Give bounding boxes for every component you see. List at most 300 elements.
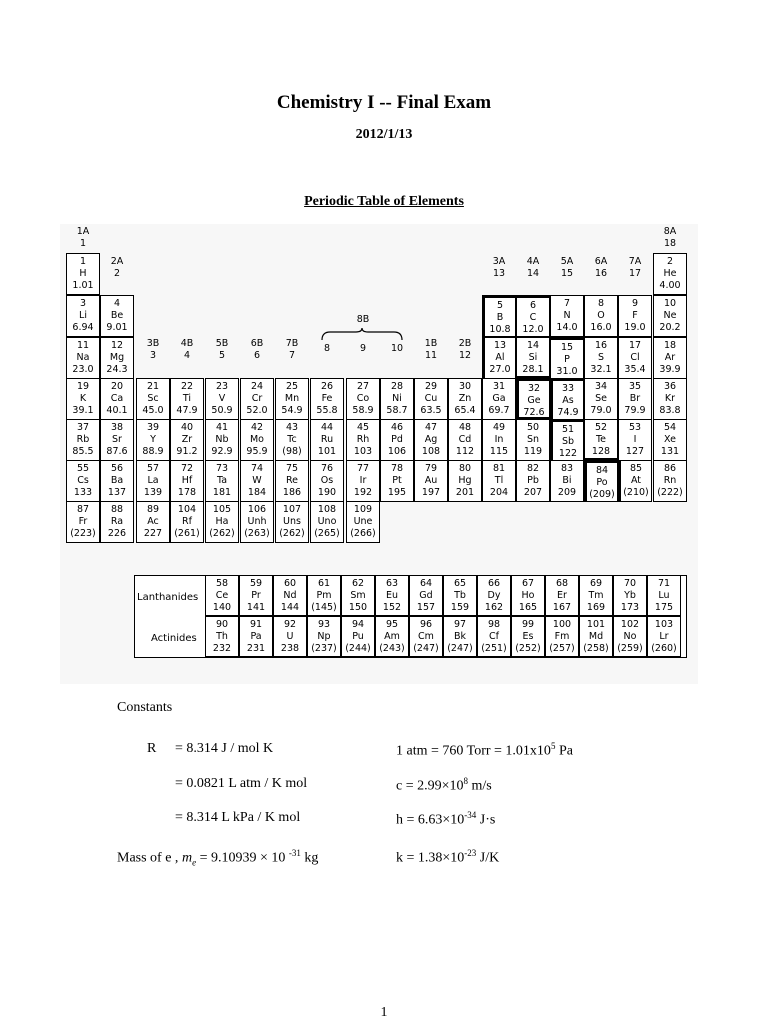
atomic-mass: 190: [317, 487, 337, 498]
atomic-number: 72: [180, 463, 194, 474]
atomic-number: 96: [419, 619, 433, 630]
group-label-number: 17: [628, 268, 642, 279]
element-symbol: Cs: [77, 475, 89, 486]
group-label-g9: [346, 343, 380, 355]
atomic-number: 59: [249, 578, 263, 589]
atomic-mass: (98): [282, 446, 302, 457]
atomic-mass: 169: [586, 602, 606, 613]
lanthanide-yb: [613, 575, 647, 616]
atomic-number: 22: [180, 381, 194, 392]
element-tl: [482, 460, 516, 502]
lanthanide-tb: [443, 575, 477, 616]
element-tc: [275, 419, 309, 461]
atomic-mass: 204: [489, 487, 509, 498]
element-symbol: O: [597, 310, 605, 321]
group-label-number: 14: [526, 268, 540, 279]
atomic-number: 101: [586, 619, 606, 630]
actinide-np: [307, 616, 341, 657]
element-symbol: Th: [216, 631, 228, 642]
element-ni: [380, 378, 414, 420]
atomic-number: 87: [76, 504, 90, 515]
element-symbol: As: [562, 395, 574, 406]
element-symbol: Ta: [216, 475, 228, 486]
atomic-mass: (210): [623, 487, 649, 498]
group-label-number: 2: [113, 268, 121, 279]
atomic-mass: 74.9: [557, 407, 579, 418]
element-symbol: Bi: [562, 475, 572, 486]
group-label-letter: 8A: [663, 226, 677, 237]
atomic-number: 23: [215, 381, 229, 392]
atomic-number: 32: [527, 383, 541, 394]
element-symbol: Na: [76, 352, 90, 363]
element-he: [653, 253, 687, 295]
element-symbol: Ne: [663, 310, 677, 321]
atomic-mass: 32.1: [590, 364, 612, 375]
atomic-number: 25: [285, 381, 299, 392]
group-label-letter: 3B: [146, 338, 160, 349]
element-ru: [310, 419, 344, 461]
actinide-pa: [239, 616, 273, 657]
group-label-number: 9: [359, 343, 367, 354]
element-symbol: W: [252, 475, 262, 486]
group-label-letter: 2B: [458, 338, 472, 349]
atomic-mass: 79.9: [624, 405, 646, 416]
lanthanide-eu: [375, 575, 409, 616]
element-symbol: Kr: [664, 393, 676, 404]
atomic-mass: 4.00: [659, 280, 681, 291]
atomic-number: 82: [526, 463, 540, 474]
atomic-number: 92: [283, 619, 297, 630]
atomic-mass: 178: [177, 487, 197, 498]
atomic-mass: 167: [552, 602, 572, 613]
atomic-mass: 58.9: [352, 405, 374, 416]
atomic-mass: (209): [589, 489, 615, 500]
element-in: [482, 419, 516, 461]
element-al: [482, 337, 516, 379]
atomic-number: 68: [555, 578, 569, 589]
group-label-letter: 7A: [628, 256, 642, 267]
atomic-mass: 133: [73, 487, 93, 498]
element-zn: [448, 378, 482, 420]
element-symbol: Cf: [489, 631, 499, 642]
atomic-number: 109: [353, 504, 373, 515]
atomic-number: 106: [247, 504, 267, 515]
atomic-number: 18: [663, 340, 677, 351]
element-symbol: C: [529, 312, 537, 323]
element-kr: [653, 378, 687, 420]
boltzmann-constant: $k = 1.38\times 10^{-23}$ J/K: [396, 848, 500, 866]
group-label-g1: [66, 226, 100, 250]
element-fr: [66, 501, 100, 543]
atomic-number: 86: [663, 463, 677, 474]
element-symbol: Ho: [521, 590, 535, 601]
lanthanide-pr: [239, 575, 273, 616]
element-symbol: V: [218, 393, 226, 404]
gas-constant-symbol: R: [147, 741, 157, 756]
element-symbol: Yb: [624, 590, 636, 601]
element-symbol: Si: [528, 352, 538, 363]
atomic-mass: 173: [620, 602, 640, 613]
atomic-number: 49: [492, 422, 506, 433]
element-symbol: Sb: [561, 436, 575, 447]
atomic-number: 73: [215, 463, 229, 474]
element-symbol: Uns: [283, 516, 301, 527]
element-br: [618, 378, 652, 420]
atomic-number: 61: [317, 578, 331, 589]
element-sn: [516, 419, 550, 461]
element-hf: [170, 460, 204, 502]
element-ra: [100, 501, 134, 543]
atomic-mass: 50.9: [211, 405, 233, 416]
atomic-number: 97: [453, 619, 467, 630]
atomic-number: 74: [250, 463, 264, 474]
element-symbol: Re: [285, 475, 299, 486]
atomic-mass: 83.8: [659, 405, 681, 416]
element-at: [618, 460, 652, 502]
atomic-mass: 40.1: [106, 405, 128, 416]
element-cd: [448, 419, 482, 461]
element-pd: [380, 419, 414, 461]
atomic-mass: (237): [311, 643, 337, 654]
element-sc: [136, 378, 170, 420]
atomic-number: 24: [250, 381, 264, 392]
actinide-lr: [647, 616, 681, 657]
element-as: [550, 378, 584, 420]
atomic-number: 100: [552, 619, 572, 630]
element-symbol: Po: [596, 477, 608, 488]
atomic-mass: 192: [353, 487, 373, 498]
element-symbol: Nb: [215, 434, 229, 445]
atomic-mass: 131: [660, 446, 680, 457]
element-symbol: Lu: [658, 590, 670, 601]
atomic-mass: 209: [557, 487, 577, 498]
atomic-mass: 63.5: [420, 405, 442, 416]
element-symbol: Ac: [147, 516, 159, 527]
atomic-mass: (259): [617, 643, 643, 654]
actinide-pu: [341, 616, 375, 657]
element-ne: [653, 295, 687, 337]
element-symbol: Mo: [249, 434, 264, 445]
atomic-number: 35: [628, 381, 642, 392]
atomic-mass: 24.3: [106, 364, 128, 375]
atomic-mass: 150: [348, 602, 368, 613]
atomic-mass: 58.7: [386, 405, 408, 416]
element-symbol: Ni: [392, 393, 402, 404]
element-symbol: Be: [110, 310, 124, 321]
exam-title: Chemistry I -- Final Exam: [276, 92, 492, 113]
element-ba: [100, 460, 134, 502]
atomic-number: 95: [385, 619, 399, 630]
atomic-mass: 175: [654, 602, 674, 613]
group-label-number: 3: [149, 350, 157, 361]
atomic-number: 37: [76, 422, 90, 433]
atomic-mass: (251): [481, 643, 507, 654]
atomic-number: 1: [79, 256, 87, 267]
group-label-letter: 6A: [594, 256, 608, 267]
group-label-number: 10: [390, 343, 404, 354]
atomic-number: 45: [356, 422, 370, 433]
element-symbol: Fr: [78, 516, 88, 527]
element-p: [550, 337, 584, 379]
element-symbol: Br: [629, 393, 641, 404]
element-ta: [205, 460, 239, 502]
element-li: [66, 295, 100, 337]
element-symbol: I: [633, 434, 637, 445]
atomic-mass: 157: [416, 602, 436, 613]
element-symbol: Ru: [320, 434, 334, 445]
group-label-g17: [618, 256, 652, 280]
group-label-letter: 1A: [76, 226, 90, 237]
atomic-mass: 122: [558, 448, 578, 459]
element-symbol: Pu: [352, 631, 364, 642]
atomic-mass: 12.0: [522, 324, 544, 335]
atomic-number: 58: [215, 578, 229, 589]
atomic-mass: 39.9: [659, 364, 681, 375]
group-label-g11: [414, 338, 448, 362]
group-label-g13: [482, 256, 516, 280]
atomic-number: 48: [458, 422, 472, 433]
element-symbol: Os: [320, 475, 334, 486]
atomic-mass: 52.0: [246, 405, 268, 416]
actinide-es: [511, 616, 545, 657]
element-symbol: Pr: [251, 590, 261, 601]
element-symbol: Zn: [458, 393, 472, 404]
element-symbol: Sr: [112, 434, 122, 445]
atomic-number: 12: [110, 340, 124, 351]
atomic-mass: 55.8: [316, 405, 338, 416]
atomic-number: 29: [424, 381, 438, 392]
element-nb: [205, 419, 239, 461]
lanthanide-sm: [341, 575, 375, 616]
element-c: [516, 295, 550, 337]
group-label-g12: [448, 338, 482, 362]
atomic-number: 66: [487, 578, 501, 589]
atomic-mass: 20.2: [659, 322, 681, 333]
group-label-g16: [584, 256, 618, 280]
atomic-number: 67: [521, 578, 535, 589]
group-label-g10: [380, 343, 414, 355]
inner-transition-table: [134, 575, 687, 658]
atomic-mass: 141: [246, 602, 266, 613]
group-label-letter: 3A: [492, 256, 506, 267]
group-label-letter: 4B: [180, 338, 194, 349]
atomic-mass: 144: [280, 602, 300, 613]
element-symbol: Pt: [392, 475, 402, 486]
element-symbol: Rn: [663, 475, 677, 486]
element-po: [584, 460, 618, 502]
periodic-table-title: Periodic Table of Elements: [304, 194, 464, 209]
gas-constant-value-1: = 8.314 J / mol K: [175, 741, 274, 756]
element-o: [584, 295, 618, 337]
element-h: [66, 253, 100, 295]
element-la: [136, 460, 170, 502]
element-symbol: In: [494, 434, 504, 445]
atomic-number: 83: [560, 463, 574, 474]
element-sb: [550, 419, 584, 461]
atomic-mass: 159: [450, 602, 470, 613]
element-pt: [380, 460, 414, 502]
element-symbol: Ag: [424, 434, 438, 445]
element-symbol: Ge: [527, 395, 541, 406]
atomic-mass: 47.9: [176, 405, 198, 416]
group-label-number: 16: [594, 268, 608, 279]
atomic-number: 69: [589, 578, 603, 589]
atomic-mass: 45.0: [142, 405, 164, 416]
lanthanide-ho: [511, 575, 545, 616]
element-symbol: P: [564, 354, 570, 365]
page-number: 1: [380, 1005, 388, 1020]
constants-heading: Constants: [117, 700, 173, 715]
element-ca: [100, 378, 134, 420]
element-si: [516, 337, 550, 379]
atomic-mass: 6.94: [72, 322, 94, 333]
element-cs: [66, 460, 100, 502]
element-symbol: Sn: [526, 434, 540, 445]
element-re: [275, 460, 309, 502]
atomic-number: 88: [110, 504, 124, 515]
element-symbol: Pa: [250, 631, 262, 642]
element-symbol: Unh: [247, 516, 267, 527]
atomic-number: 80: [458, 463, 472, 474]
element-symbol: S: [597, 352, 605, 363]
electron-mass: Mass of e , $m_e = 9.10939 \times 10$ $^{-31}$ kg: [117, 848, 319, 868]
lanthanides-label: Lanthanides: [137, 592, 199, 603]
element-symbol: Pb: [527, 475, 539, 486]
atomic-mass: 91.2: [176, 446, 198, 457]
element-unh: [240, 501, 274, 543]
atomic-number: 84: [595, 465, 609, 476]
atomic-mass: 88.9: [142, 446, 164, 457]
lanthanide-nd: [273, 575, 307, 616]
atomic-number: 44: [320, 422, 334, 433]
atomic-number: 89: [146, 504, 160, 515]
atomic-number: 47: [424, 422, 438, 433]
atomic-number: 11: [76, 340, 90, 351]
atomic-mass: 112: [455, 446, 475, 457]
atomic-number: 38: [110, 422, 124, 433]
atomic-number: 41: [215, 422, 229, 433]
group-label-number: 18: [663, 238, 677, 249]
element-ga: [482, 378, 516, 420]
group-label-g15: [550, 256, 584, 280]
element-symbol: Uno: [317, 516, 337, 527]
atomic-mass: (223): [70, 528, 96, 539]
atomic-mass: 108: [421, 446, 441, 457]
group-8b-brace-icon: [320, 328, 404, 342]
atomic-number: 36: [663, 381, 677, 392]
element-symbol: Bk: [453, 631, 467, 642]
atomic-mass: 31.0: [556, 366, 578, 377]
group-label-number: 15: [560, 268, 574, 279]
atomic-number: 71: [657, 578, 671, 589]
atomic-number: 6: [529, 300, 537, 311]
atomic-number: 26: [320, 381, 334, 392]
element-symbol: Se: [595, 393, 607, 404]
atomic-mass: 27.0: [489, 364, 511, 375]
atomic-mass: 226: [107, 528, 127, 539]
element-hg: [448, 460, 482, 502]
element-te: [584, 419, 618, 461]
element-symbol: Md: [588, 631, 604, 642]
lanthanide-ce: [205, 575, 239, 616]
atomic-number: 79: [424, 463, 438, 474]
element-symbol: Te: [595, 434, 607, 445]
atomic-mass: 195: [387, 487, 407, 498]
element-symbol: Ga: [492, 393, 506, 404]
atomic-mass: 14.0: [556, 322, 578, 333]
atomic-mass: 201: [455, 487, 475, 498]
element-rf: [170, 501, 204, 543]
atomic-mass: (262): [209, 528, 235, 539]
element-symbol: Ce: [215, 590, 229, 601]
atomic-mass: 65.4: [454, 405, 476, 416]
element-n: [550, 295, 584, 337]
element-symbol: Tc: [287, 434, 297, 445]
group-label-g7: [275, 338, 309, 362]
element-na: [66, 337, 100, 379]
atomic-mass: 54.9: [281, 405, 303, 416]
element-symbol: Eu: [385, 590, 399, 601]
atomic-number: 60: [283, 578, 297, 589]
element-symbol: Nd: [283, 590, 297, 601]
element-symbol: Au: [424, 475, 438, 486]
atomic-mass: 207: [523, 487, 543, 498]
element-be: [100, 295, 134, 337]
atomic-number: 103: [654, 619, 674, 630]
group-label-g5: [205, 338, 239, 362]
element-symbol: Rf: [182, 516, 192, 527]
element-symbol: U: [286, 631, 294, 642]
element-mo: [240, 419, 274, 461]
element-y: [136, 419, 170, 461]
element-symbol: Cm: [418, 631, 434, 642]
element-symbol: Lr: [659, 631, 669, 642]
atomic-mass: 152: [382, 602, 402, 613]
element-symbol: Am: [384, 631, 400, 642]
atomic-number: 81: [492, 463, 506, 474]
element-symbol: Ra: [110, 516, 124, 527]
atomic-mass: 23.0: [72, 364, 94, 375]
atomic-number: 3: [79, 298, 87, 309]
group-label-8b: 8B: [356, 314, 370, 325]
actinide-cf: [477, 616, 511, 657]
group-label-number: 13: [492, 268, 506, 279]
group-label-letter: 1B: [424, 338, 438, 349]
element-b: [482, 295, 516, 337]
exam-date: 2012/1/13: [355, 127, 413, 142]
atomic-number: 105: [212, 504, 232, 515]
atomic-mass: (257): [549, 643, 575, 654]
atomic-number: 76: [320, 463, 334, 474]
atomic-mass: 197: [421, 487, 441, 498]
lanthanide-tm: [579, 575, 613, 616]
group-label-letter: 4A: [526, 256, 540, 267]
atomic-number: 107: [282, 504, 302, 515]
element-zr: [170, 419, 204, 461]
element-symbol: Y: [150, 434, 156, 445]
atomic-number: 98: [487, 619, 501, 630]
element-xe: [653, 419, 687, 461]
group-label-number: 4: [183, 350, 191, 361]
element-symbol: Fm: [554, 631, 570, 642]
atomic-mass: 119: [523, 446, 543, 457]
actinide-fm: [545, 616, 579, 657]
actinide-md: [579, 616, 613, 657]
atomic-mass: 139: [143, 487, 163, 498]
element-symbol: La: [147, 475, 159, 486]
atomic-mass: (258): [583, 643, 609, 654]
atomic-number: 19: [76, 381, 90, 392]
